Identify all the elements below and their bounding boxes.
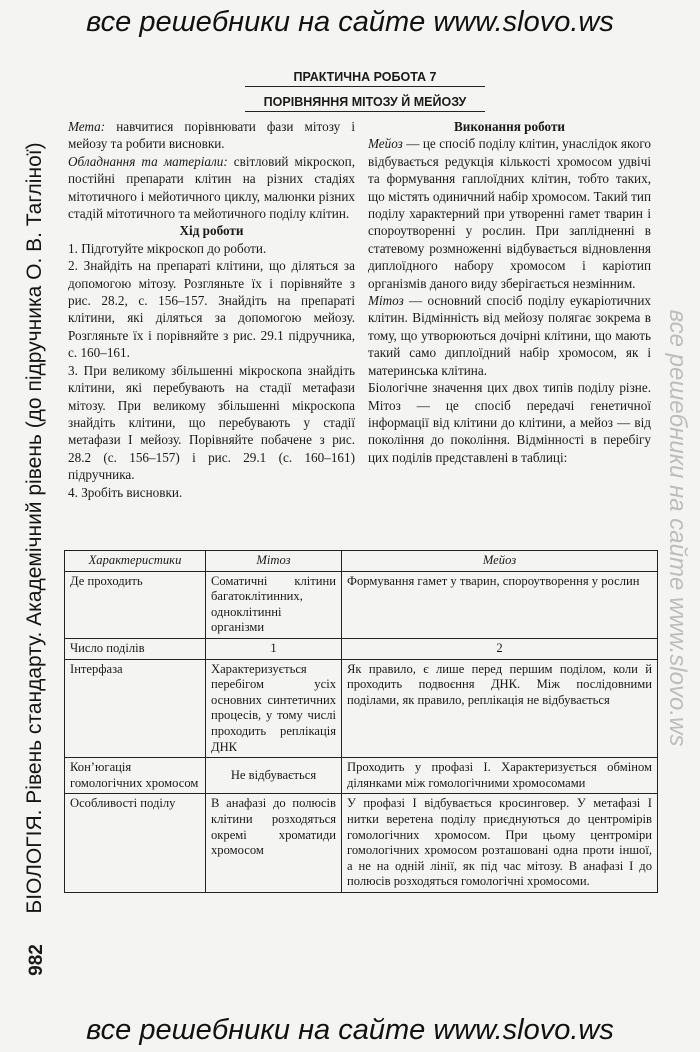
table-cell: Інтерфаза bbox=[65, 659, 206, 758]
equipment-paragraph bbox=[68, 153, 355, 223]
table-cell: Характеризується перебігом усіх основних синтетичних процесів, у тому числі проходить реплікація ДНК bbox=[206, 659, 342, 758]
conclusion-paragraph: Біологічне значення цих двох типів поділу різне. Мітоз — це спосіб передачі генетичної інформації від клітини до клітини, а мейоз — від покоління до покоління. Відмінності в перебігу цих поділів представлені в таблиці: bbox=[368, 380, 651, 465]
table-cell: 1 bbox=[206, 638, 342, 659]
table-header: Характеристики bbox=[65, 551, 206, 572]
side-watermark-text: все решебники на сайте www.slovo.ws bbox=[664, 309, 691, 746]
goal-text: навчитися порівнювати фази мітозу і мейозу та робити висновки. bbox=[68, 119, 355, 152]
equipment-text: світловий мікроскоп, постійні препарати клітин на різних стадіях мітотичного і мейотичного циклу, малюнки різних стадій мітотичного та мейотичного поділу клітин. bbox=[68, 153, 355, 222]
goal-paragraph bbox=[68, 118, 355, 153]
equipment-label: Обладнання та матеріали: bbox=[68, 153, 228, 169]
table-row bbox=[65, 794, 658, 893]
comparison-table bbox=[64, 550, 658, 893]
work-title: ПРАКТИЧНА РОБОТА 7 bbox=[245, 70, 485, 87]
table-header: Мейоз bbox=[342, 551, 658, 572]
side-running-title-text: БІОЛОГІЯ. Рівень стандарту. Академічний рівень (до підручника О. В. Тагліної) bbox=[23, 141, 46, 914]
mitosis-paragraph bbox=[368, 292, 651, 379]
table-cell: Проходить у профазі І. Характеризується обміном ділянками між гомологічними хромосомами bbox=[342, 758, 658, 794]
goal-label: Мета: bbox=[68, 119, 106, 134]
meiosis-paragraph bbox=[368, 135, 651, 292]
mitosis-label: Мітоз bbox=[368, 293, 404, 309]
table-row bbox=[65, 758, 658, 794]
banner-bottom: все решебники на сайте www.slovo.ws bbox=[86, 1014, 614, 1046]
left-column bbox=[68, 118, 355, 501]
table-cell: Кон’югація гомологічних хромосом bbox=[65, 758, 206, 794]
table-cell: Не відбувається bbox=[206, 758, 342, 794]
side-running-title bbox=[20, 60, 50, 995]
banner-top: все решебники на сайте www.slovo.ws bbox=[86, 6, 614, 38]
meiosis-label: Мейоз bbox=[368, 136, 403, 152]
table-cell: Особливості поділу bbox=[65, 794, 206, 893]
right-column bbox=[368, 118, 651, 466]
page-number bbox=[26, 940, 48, 980]
table-cell: Соматичні клітини багатоклітинних, одноклітинні організми bbox=[206, 571, 342, 638]
table-row bbox=[65, 638, 658, 659]
meiosis-text: — це спосіб поділу клітин, унаслідок якого відбувається редукція кількості хромосом удвічі та формування гаплоїдних клітин, тобто таких, що містять одиничний набір хромосом. Такий тип поділу характерний при утворенні гамет тварин і спороутворенні у рослин. При заплідненні в статевому розмноженні відбувається відновлення диплоїдного набору хромосом і каріотип організмів даного виду зберігається незмінним. bbox=[368, 136, 651, 291]
table-cell: Як правило, є лише перед першим поділом, коли й проходить подвоєння ДНК. Між послідовними поділами, як правило, реплікація не відбувається bbox=[342, 659, 658, 758]
table-row bbox=[65, 659, 658, 758]
step-3: 3. При великому збільшенні мікроскопа знайдіть клітини, які перебувають на стадії метафази мітозу. При великому збільшенні мікроскопа знайдіть клітини, що перебувають у стадії метафази І мейозу. Порівняйте побачене з рис. 28.2 (с. 156–157) і рис. 29.1 (с. 160–161) підручника. bbox=[68, 362, 355, 483]
table-row bbox=[65, 571, 658, 638]
table-header-row bbox=[65, 551, 658, 572]
step-2: 2. Знайдіть на препараті клітини, що діляться за допомогою мітозу. Розгляньте їх і порівняйте з рис. 28.2, с. 156–157. Знайдіть на препараті клітини, які діляться за допомогою мейозу. Розгляньте їх і порівняйте з рис. 29.1 підручника, с. 160–161. bbox=[68, 258, 355, 361]
page-number-text: 982 bbox=[26, 944, 47, 976]
table-cell: В анафазі до полюсів клітини розходяться окремі хроматиди хромосом bbox=[206, 794, 342, 893]
table-cell: Формування гамет у тварин, спороутворення у рослин bbox=[342, 571, 658, 638]
procedure-heading: Хід роботи bbox=[179, 223, 244, 239]
table-cell: Число поділів bbox=[65, 638, 206, 659]
results-heading: Виконання роботи bbox=[453, 119, 566, 134]
mitosis-text: — основний спосіб поділу еукаріотичних клітин. Відмінність від мейозу полягає зокрема в тому, що утворюються дочірні клітини, що мають такий само диплоїдний набір хромосом, як і материнська клітина. bbox=[368, 293, 651, 378]
step-4: 4. Зробіть висновки. bbox=[68, 484, 183, 500]
table-cell: У профазі І відбувається кросинговер. У метафазі І нитки веретена поділу приєднуються до центромірів гомологічних хромосом. При цьому центроміри гомологічних хромосом розташовані одна проти іншої, а не на одній лінії, як під час мітозу. В анафазі І до полюсів розходяться гомологічні хромосоми. bbox=[342, 794, 658, 893]
side-watermark bbox=[660, 60, 694, 995]
step-1: 1. Підготуйте мікроскоп до роботи. bbox=[68, 240, 267, 256]
table-cell: Де проходить bbox=[65, 571, 206, 638]
table-header: Мітоз bbox=[206, 551, 342, 572]
work-subtitle: ПОРІВНЯННЯ МІТОЗУ Й МЕЙОЗУ bbox=[245, 95, 485, 112]
table-cell: 2 bbox=[342, 638, 658, 659]
